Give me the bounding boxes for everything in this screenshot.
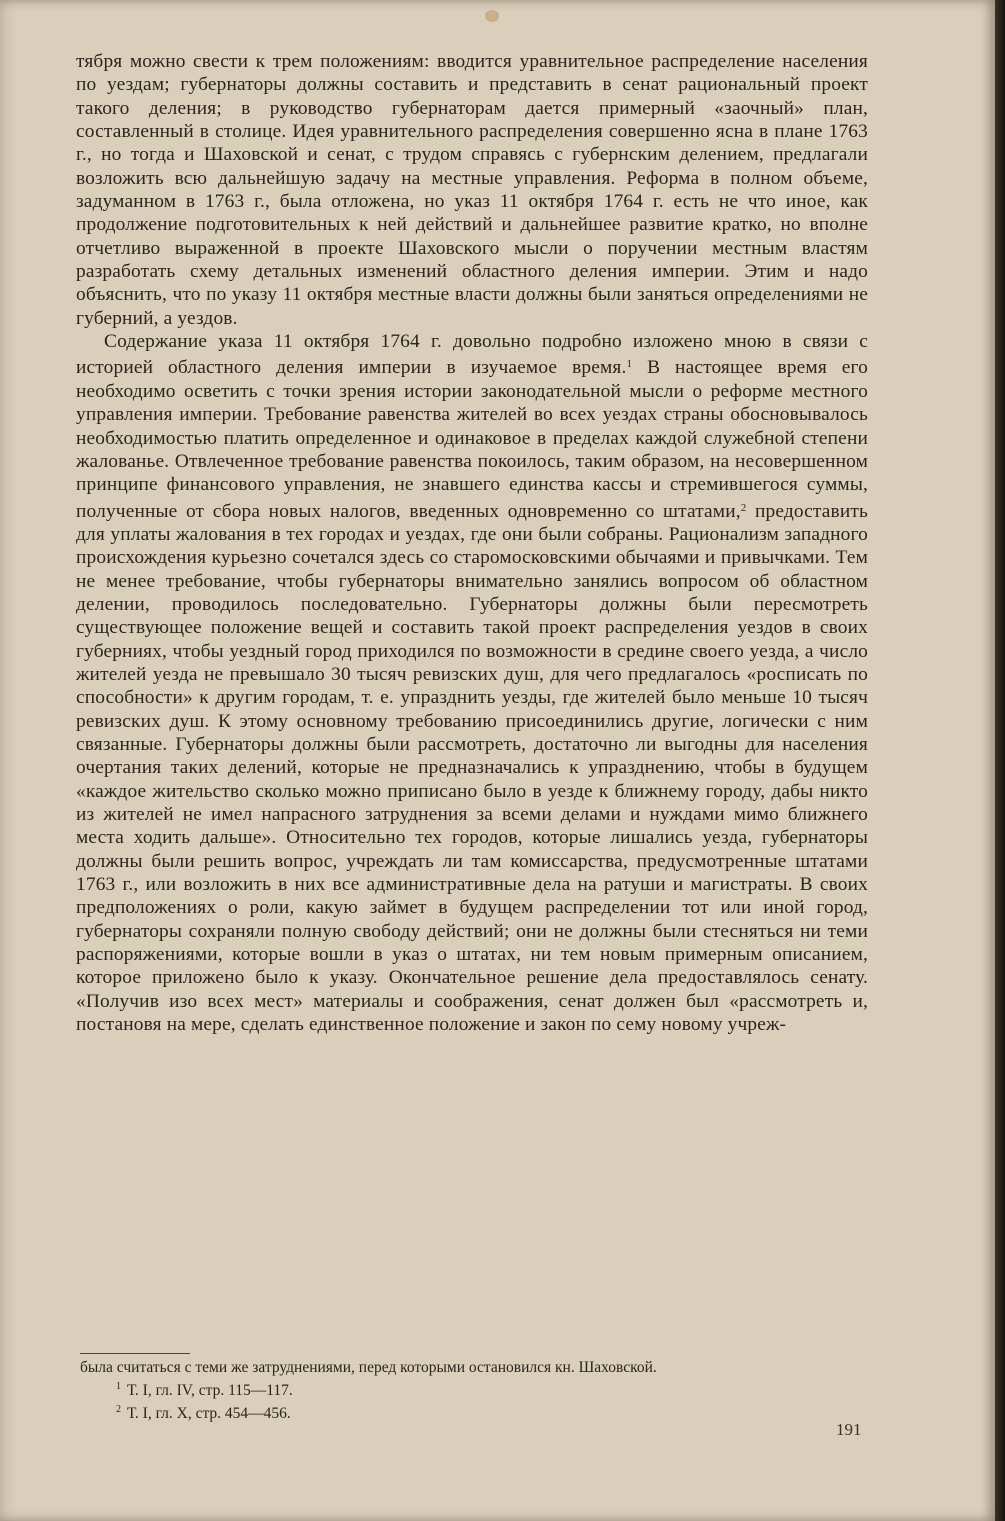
- footnote-2-mark: 2: [116, 1404, 121, 1416]
- footnote-ref-2[interactable]: 2: [740, 501, 747, 514]
- page-edge: [995, 0, 1005, 1521]
- footnote-divider: [80, 1353, 190, 1354]
- paper-stain: [485, 10, 499, 22]
- paragraph-2-part-1: Содержание указа 11 октября 1764 г. довольно подробно изложено мною в связи с историей областного деления империи в изучаемое время.: [76, 331, 868, 379]
- paragraph-2-part-3: предоставить для уплаты жалования в тех городах и уездах, где они были собраны. Рационализм западного происхождения курьезно сочетался здесь со старомосковскими обычаями и привычками. Тем не менее требование, чтобы губернаторы внимательно занялись вопросом об областном делении, проводилось последовательно. Губернаторы должны были пересмотреть существующее положение вещей и составить такой проект распределения уездов в своих губерниях, чтобы уездный город приходился по возможности в средине своего уезда, а число жителей уезда не превышало 30 тысяч ревизских душ, для чего предлагалось «росписать по способности» к другим городам, т. е. упразднить уезды, где жителей было меньше 10 тысяч ревизских душ. К этому основному требованию присоединились другие, логически с ним связанные. Губернаторы должны были рассмотреть, достаточно ли выгодны для населения очертания таких делений, которые не предназначались к упразднению, чтобы в будущем «каждое жительство сколько можно приписано было в уезде к ближнему городу, дабы никто из жителей не имел напрасного затруднения за всеми делами и нуждами мимо ближнего места ходить дальше». Относительно тех городов, которые лишались уезда, губернаторы должны были решить вопрос, учреждать ли там комиссарства, предусмотренные штатами 1763 г., или возложить в них все административные дела на ратуши и магистраты. В своих предположениях о роли, какую займет в будущем распределении тот или иной город, губернаторы сохраняли полную свободу действий; они не должны были стесняться ни теми распоряжениями, которые вошли в указ о штатах, ни тем новым примерным описанием, которое приложено было к указу. Окончательное решение дела предоставлялось сенату. «Получив изо всех мест» материалы и соображения, сенат должен был «рассмотреть и, постановя на мере, сделать единственное положение и закон по сему новому учреж-: [76, 500, 868, 1036]
- footnote-ref-1[interactable]: 1: [626, 358, 633, 371]
- footnote-continuation: была считаться с теми же затруднениями, перед которыми остановился кн. Шаховской.: [80, 1359, 657, 1376]
- footnote-2: [80, 1400, 870, 1423]
- footnote-1-mark: 1: [116, 1381, 121, 1392]
- footnote-1: [80, 1377, 870, 1400]
- main-text: [76, 50, 868, 1036]
- paragraph-2-part-2: В настоящее время его необходимо осветить с точки зрения истории законодательной мысли о реформе местного управления империи. Требование равенства жителей во всех уездах страны обосновывалось необходимостью платить определенное и одинаковое в пределах каждой служебной степени жалованье. Отвлеченное требование равенства покоилось, таким образом, на несовершенном принципе финансового управления, не знавшего единства кассы и стремившегося суммы, полученные от сбора новых налогов, введенных одновременно со штатами,: [76, 357, 869, 522]
- paragraph-1: тября можно свести к трем положениям: вводится уравнительное распределение населения по уездам; губернаторы должны составить и представить в сенат рациональный проект такого деления; в руководство губернаторам дается примерный «заочный» план, составленный в столице. Идея уравнительного распределения совершенно ясна в плане 1763 г., но тогда и Шаховской и сенат, с трудом справясь с губернским делением, предлагали возложить всю дальнейшую задачу на местные управления. Реформа в полном объеме, задуманном в 1763 г., была отложена, но указ 11 октября 1764 г. есть не что иное, как продолжение подготовительных к ней действий и дальнейшее развитие кратко, но вполне отчетливо выраженной в проекте Шаховского мысли о поручении местным властям разработать схему детальных изменений областного деления империи. Этим и надо объяснить, что по указу 11 октября местные власти должны были заняться определениями не губерний, а уездов.: [76, 51, 868, 329]
- footnote-2-text: Т. I, гл. X, стр. 454—456.: [127, 1405, 291, 1423]
- footnote-1-text: Т. I, гл. IV, стр. 115—117.: [127, 1382, 293, 1400]
- footnotes: [80, 1358, 870, 1423]
- page-number: 191: [836, 1420, 862, 1439]
- paragraph-2: [76, 330, 868, 1036]
